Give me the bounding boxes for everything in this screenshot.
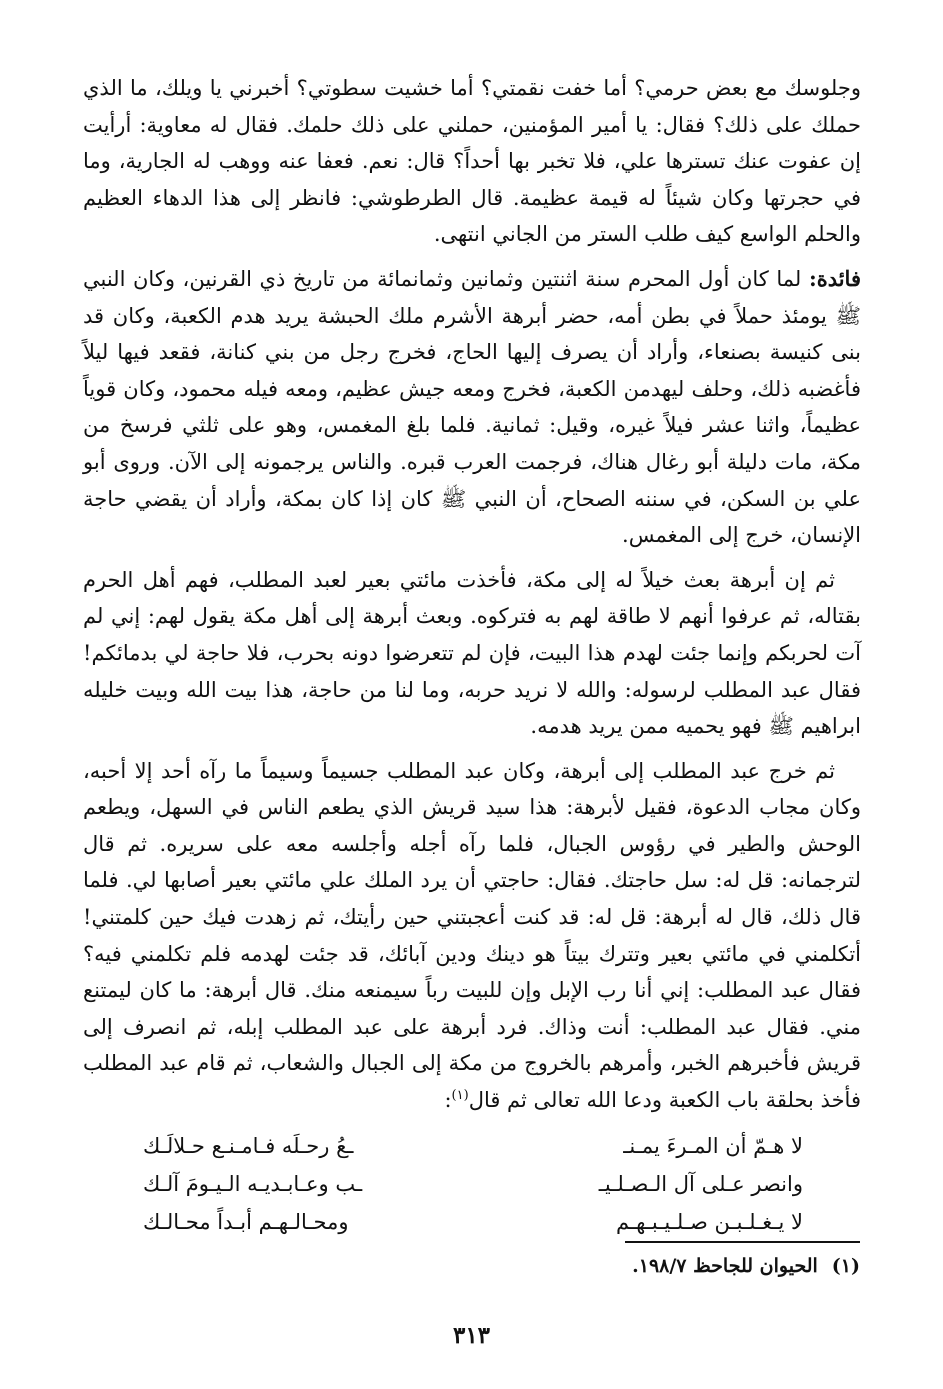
footnote-text: الحيوان للجاحظ ١٩٨/٧. (632, 1255, 818, 1277)
paragraph-3 (83, 562, 861, 745)
footnote-reference: (١) (451, 1088, 469, 1104)
page-body (83, 70, 861, 1241)
paragraph-3-text: ثم إن أبرهة بعث خيلاً له إلى مكة، فأخذت مائتي بعير لعبد المطلب، فهم أهل الحرم بقتاله، ثم عرفوا أنهم لا طاقة لهم به فتركوه. وبعث أبرهة إلى أهل مكة يقول لهم: إني لم آت لحربكم وإنما جئت لهدم هذا البيت، فإن لم تتعرضوا دونه بحرب، فلا حاجة لي بدمائكم! فقال عبد المطلب لرسوله: والله لا نريد حربه، وما لنا من حاجة، هذا بيت الله وبيت خليله ابراهيم ﷺ فهو يحميه ممن يريد هدمه. (83, 567, 861, 739)
footnote (632, 1252, 860, 1280)
paragraph-2 (83, 261, 861, 554)
verse-1-second-hemistich: ـعُ رحـلَه فـامـنـع حـلالَـك (143, 1133, 354, 1158)
paragraph-4-tail: : (444, 1088, 452, 1113)
poem (83, 1127, 861, 1241)
verse-1-first-hemistich: لا هـمّ أن المـرءَ يمـنـ (623, 1133, 803, 1158)
footnote-divider (625, 1241, 860, 1243)
poem-verse-3 (143, 1203, 803, 1241)
paragraph-2-text: لما كان أول المحرم سنة اثنتين وثمانين وثمانمائة من تاريخ ذي القرنين، وكان النبي ﷺ يومئذ حملاً في بطن أمه، حضر أبرهة الأشرم ملك الحبشة يريد هدم الكعبة، وكان قد بنى كنيسة بصنعاء، وأراد أن يصرف إليها الحاج، فخرج رجل من بني كنانة، فقعد فيها ليلاً فأغضبه ذلك، وحلف ليهدمن الكعبة، فخرج ومعه جيش عظيم، ومعه فيله محمود، وكان قوياً عظيماً، واثنا عشر فيلاً غيره، وقيل: ثمانية. فلما بلغ المغمس، وهو على ثلثي فرسخ من مكة، مات دليلة أبو رغال هناك، فرجمت العرب قبره. والناس يرجمونه إلى الآن. وروى أبو علي بن السكن، في سننه الصحاح، أن النبي ﷺ كان إذا كان بمكة، وأراد أن يقضي حاجة الإنسان، خرج إلى المغمس. (83, 266, 861, 548)
verse-3-first-hemistich: لا يـغـلـبـن صـلـيـبـهـم (615, 1209, 803, 1234)
paragraph-4 (83, 753, 861, 1119)
paragraph-2-lead: فائدة: (808, 265, 861, 291)
footnote-mark: (١) (831, 1255, 860, 1277)
verse-2-first-hemistich: وانصر عـلى آل الـصـلـيـ (598, 1171, 803, 1196)
paragraph-4-text: ثم خرج عبد المطلب إلى أبرهة، وكان عبد المطلب جسيماً وسيماً ما رآه أحد إلا أحبه، وكان مجاب الدعوة، فقيل لأبرهة: هذا سيد قريش الذي يطعم الناس في السهل، ويطعم الوحش والطير في رؤوس الجبال، فلما رآه أجله وأجلسه معه على سريره. ثم قال لترجمانه: قل له: سل حاجتك. فقال: حاجتي أن يرد الملك علي مائتي بعير أصابها لي. فلما قال ذلك، قال له أبرهة: قل له: قد كنت أعجبتني حين رأيتك، ثم زهدت فيك حين كلمتني! أتكلمني في مائتي بعير وتترك بيتاً هو دينك ودين آبائك، قد جئت لهدمه فلم تكلمني فيه؟ فقال عبد المطلب: إني أنا رب الإبل وإن للبيت رباً سيمنعه منك. قال أبرهة: ما كان ليمتنع مني. فقال عبد المطلب: أنت وذاك. فرد أبرهة على عبد المطلب إبله، ثم انصرف إلى قريش فأخبرهم الخبر، وأمرهم بالخروج من مكة إلى الجبال والشعاب، ثم قام عبد المطلب فأخذ بحلقة باب الكعبة ودعا الله تعالى ثم قال (83, 758, 861, 1113)
poem-verse-2 (143, 1165, 803, 1203)
paragraph-1-text: وجلوسك مع بعض حرمي؟ أما خفت نقمتي؟ أما خشيت سطوتي؟ أخبرني يا ويلك، ما الذي حملك على ذلك؟ فقال: يا أمير المؤمنين، حملني على ذلك حلمك. فقال له معاوية: أرأيت إن عفوت عنك تسترها علي، فلا تخبر بها أحداً؟ قال: نعم. فعفا عنه ووهب له الجارية، وما في حجرتها وكان شيئاً له قيمة عظيمة. قال الطرطوشي: فانظر إلى هذا الدهاء العظيم والحلم الواسع كيف طلب الستر من الجاني انتهى. (83, 76, 861, 247)
page-number: ٣١٣ (452, 1322, 491, 1349)
verse-3-second-hemistich: ومحـالـهـم أبـداً محـالـك (143, 1209, 349, 1234)
poem-verse-1 (143, 1127, 803, 1165)
verse-2-second-hemistich: ـب وعـابـديـه الـيـومَ آلـك (143, 1171, 363, 1196)
paragraph-1 (83, 70, 861, 253)
